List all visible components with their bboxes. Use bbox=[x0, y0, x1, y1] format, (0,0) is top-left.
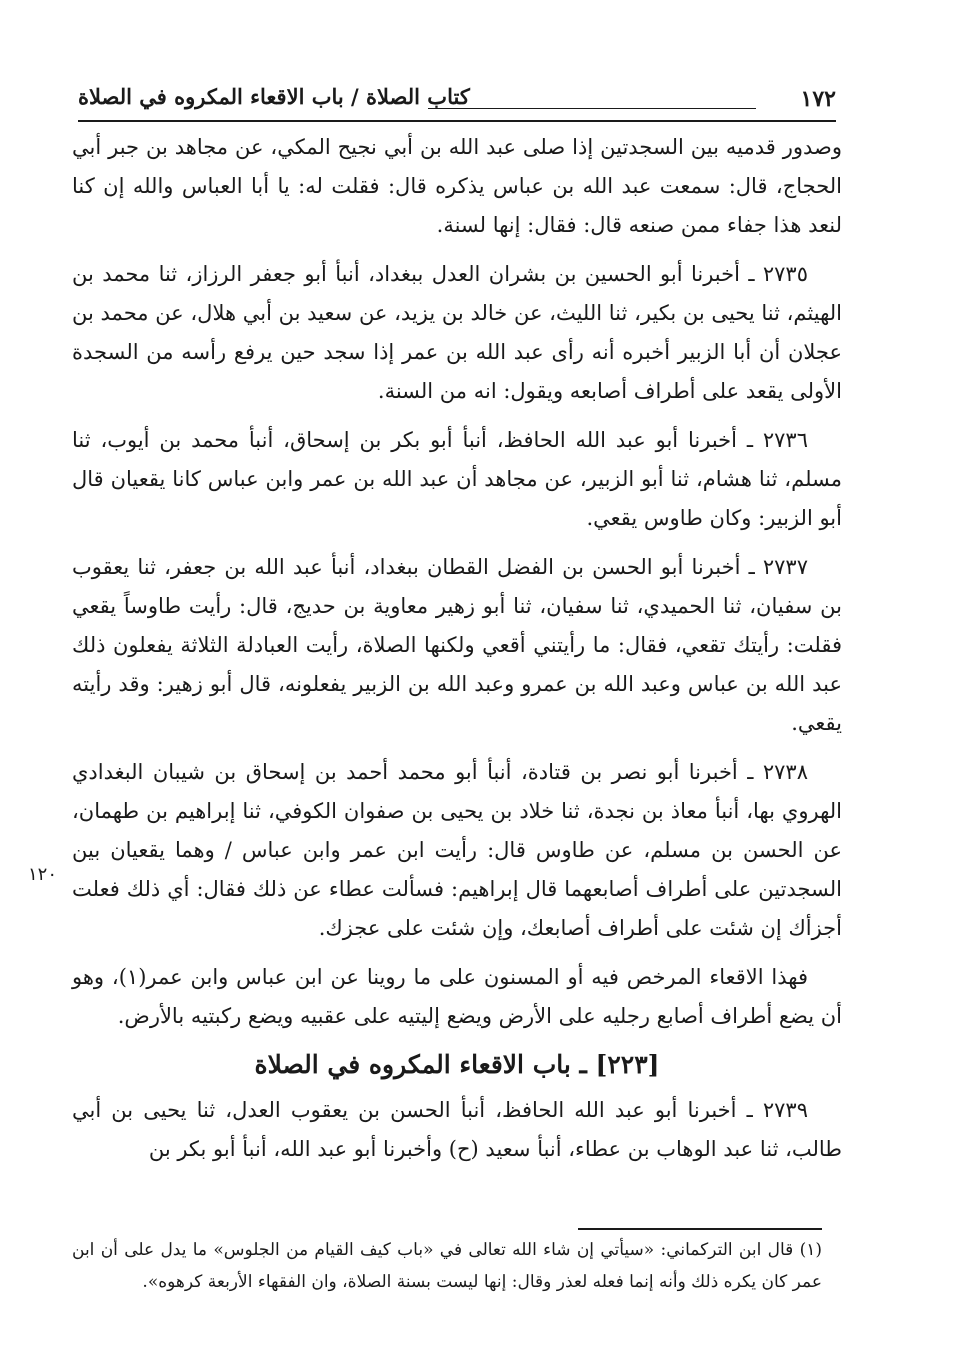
main-text bbox=[72, 128, 842, 1169]
hadith-2739: ٢٧٣٩ ـ أخبرنا أبو عبد الله الحافظ، أنبأ الحسن بن يعقوب العدل، ثنا يحيى بن أبي طالب، ثنا عبد الوهاب بن عطاء، أنبأ سعيد (ح) وأخبرنا أبو عبد الله، أنبأ أبو بكر بن bbox=[72, 1098, 842, 1161]
chapter-heading: [٢٢٣] ـ باب الاقعاء المكروه في الصلاة bbox=[254, 1050, 660, 1079]
margin-folio-note: ١٢٠ bbox=[28, 864, 58, 885]
header-leader-rule bbox=[428, 108, 756, 109]
commentary-paragraph: فهذا الاقعاء المرخص فيه أو المسنون على ما روينا عن ابن عباس وابن عمر(١)، وهو أن يضع أطراف أصابع رجليه على الأرض ويضع إليتيه على عقبيه ويضع ركبتيه بالأرض. bbox=[72, 965, 842, 1028]
page-header bbox=[78, 80, 836, 122]
running-title: كتاب الصلاة / باب الاقعاء المكروه في الصلاة bbox=[78, 84, 470, 109]
header-rule bbox=[78, 120, 836, 122]
footnote: (١) قال ابن التركماني: «سيأتي إن شاء الله تعالى في «باب كيف القيام من الجلوس» ما يدل على أن ابن عمر كان يكره ذلك وأنه إنما فعله لعذر وقال: إنها ليست بسنة الصلاة، وان الفقهاء الأربعة كرهوه». bbox=[72, 1240, 822, 1292]
hadith-2737: ٢٧٣٧ ـ أخبرنا أبو الحسن بن الفضل القطان ببغداد، أنبأ عبد الله بن جعفر، ثنا يعقوب بن سفيان، ثنا الحميدي، ثنا سفيان، ثنا أبو زهير معاوية بن حديج، قال: رأيت طاوساً يقعي فقلت: رأيتك تقعي، فقال: ما رأيتني أقعي ولكنها الصلاة، رأيت العبادلة الثلاثة يفعلون ذلك عبد الله بن عباس وعبد الله بن عمرو وعبد الله بن الزبير يفعلونه، قال أبو زهير: وقد رأيته يقعي. bbox=[72, 555, 842, 735]
paragraph-continuation: وصدور قدميه بين السجدتين إذا صلى عبد الله بن أبي نجيح المكي، عن مجاهد بن جبر أبي الحجاج، قال: سمعت عبد الله بن عباس يذكره قال: فقلت له: يا أبا العباس والله إن كنا لنعد هذا جفاء ممن صنعه قال: فقال: إنها لسنة. bbox=[72, 135, 842, 237]
hadith-2736: ٢٧٣٦ ـ أخبرنا أبو عبد الله الحافظ، أنبأ أبو بكر بن إسحاق، أنبأ محمد بن أيوب، ثنا مسلم، ثنا هشام، ثنا أبو الزبير، عن مجاهد أن عبد الله بن عمر وابن عباس كانا يقعيان قال أبو الزبير: وكان طاوس يقعي. bbox=[72, 428, 842, 530]
hadith-2738: ٢٧٣٨ ـ أخبرنا أبو نصر بن قتادة، أنبأ أبو محمد أحمد بن إسحاق بن شيبان البغدادي الهروي بها، أنبأ معاذ بن نجدة، ثنا خلاد بن يحيى بن صفوان الكوفي، ثنا إبراهيم بن طهمان، عن الحسن بن مسلم، عن طاوس قال: رأيت ابن عمر وابن عباس / وهما يقعيان بين السجدتين على أطراف أصابعهما قال إبراهيم: فسألت عطاء عن ذلك فقال: أي ذلك فعلت أجزأك إن شئت على أطراف أصابعك، وإن شئت على عجزك. bbox=[72, 760, 842, 940]
hadith-2735: ٢٧٣٥ ـ أخبرنا أبو الحسين بن بشران العدل ببغداد، أنبأ أبو جعفر الرزاز، ثنا محمد بن الهيثم، ثنا يحيى بن بكير، ثنا الليث، عن خالد بن يزيد، عن سعيد بن أبي هلال، عن محمد بن عجلان أن أبا الزبير أخبره أنه رأى عبد الله بن عمر إذا سجد حين يرفع رأسه من السجدة الأولى يقعد على أطراف أصابعه ويقول: انه من السنة. bbox=[72, 262, 842, 403]
page-number: ١٧٢ bbox=[800, 86, 836, 112]
footnote-separator bbox=[578, 1228, 822, 1230]
